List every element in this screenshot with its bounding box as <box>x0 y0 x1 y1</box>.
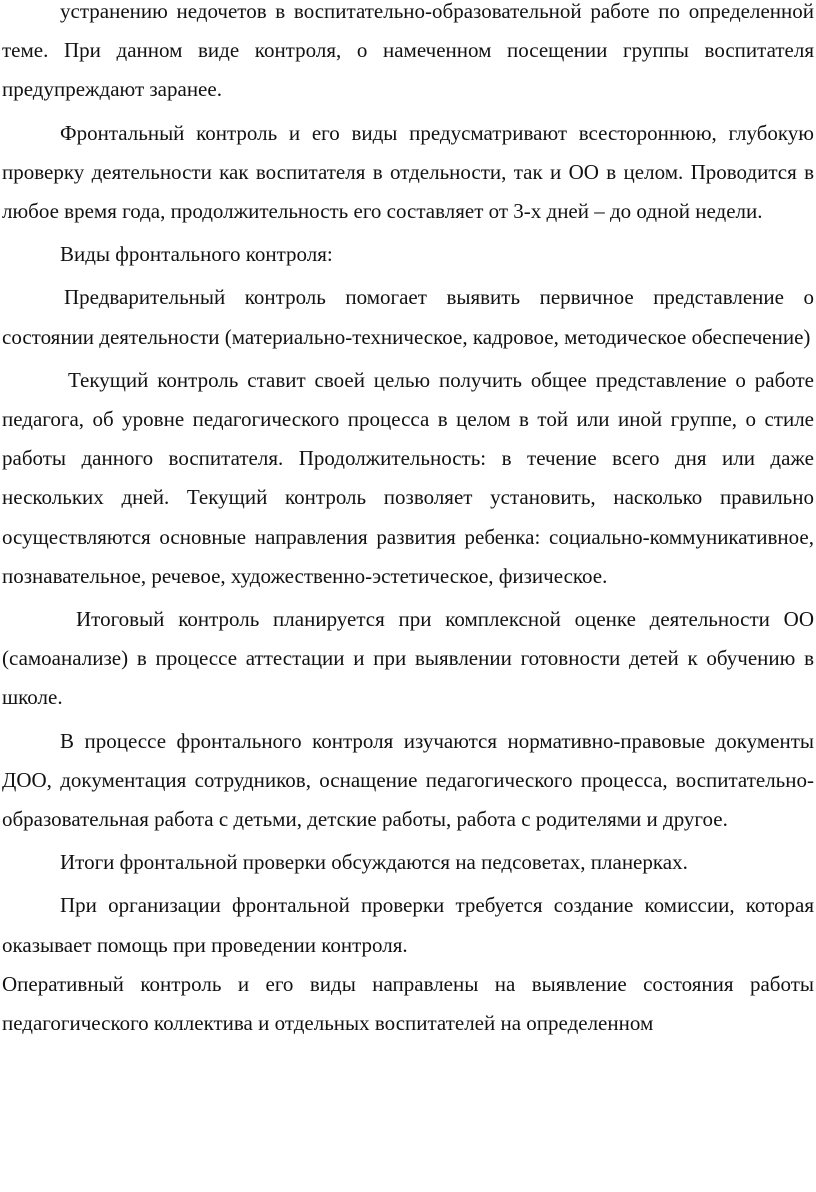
paragraph-preliminary-control: Предварительный контроль помогает выявить первичное представление о состоянии деятельности (материально-техническое, кадровое, методическое обеспечение) <box>2 285 814 349</box>
paragraph-current-control: Текущий контроль ставит своей целью получить общее представление о работе педагога, об уровне педагогического процесса в целом в той или иной группе, о стиле работы данного воспитателя. Продолжительность: в течение всего дня или даже нескольких дней. Текущий контроль позволяет установить, насколько правильно осуществляются основные направления развития ребенка: социально-коммуникативное, познавательное, речевое, художественно-эстетическое, физическое. <box>2 367 814 588</box>
paragraph-frontal-types-heading: Виды фронтального контроля: <box>60 242 333 267</box>
paragraph-final-control: Итоговый контроль планируется при комплексной оценке деятельности ОО (самоанализе) в процессе аттестации и при выявлении готовности детей к обучению в школе. <box>2 607 814 710</box>
paragraph-operative-control: Оперативный контроль и его виды направлены на выявление состояния работы педагогического коллектива и отдельных воспитателей на определенном <box>2 971 814 1036</box>
paragraph-frontal-results: Итоги фронтальной проверки обсуждаются на педсоветах, планерках. <box>60 850 688 875</box>
paragraph-frontal-control: Фронтальный контроль и его виды предусматривают всестороннюю, глубокую проверку деятельности как воспитателя в отдельности, так и ОО в целом. Проводится в любое время года, продолжительность его составляет от 3-х дней – до одной недели. <box>2 120 814 224</box>
paragraph-commission: При организации фронтальной проверки требуется создание комиссии, которая оказывает помощь при проведении контроля. <box>2 893 814 957</box>
paragraph-continuation: устранению недочетов в воспитательно-образовательной работе по определенной теме. При данном виде контроля, о намеченном посещении группы воспитателя предупреждают заранее. <box>2 0 814 102</box>
paragraph-frontal-process: В процессе фронтального контроля изучаются нормативно-правовые документы ДОО, документация сотрудников, оснащение педагогического процесса, воспитательно-образовательная работа с детьми, детские работы, работа с родителями и другое. <box>2 728 814 832</box>
